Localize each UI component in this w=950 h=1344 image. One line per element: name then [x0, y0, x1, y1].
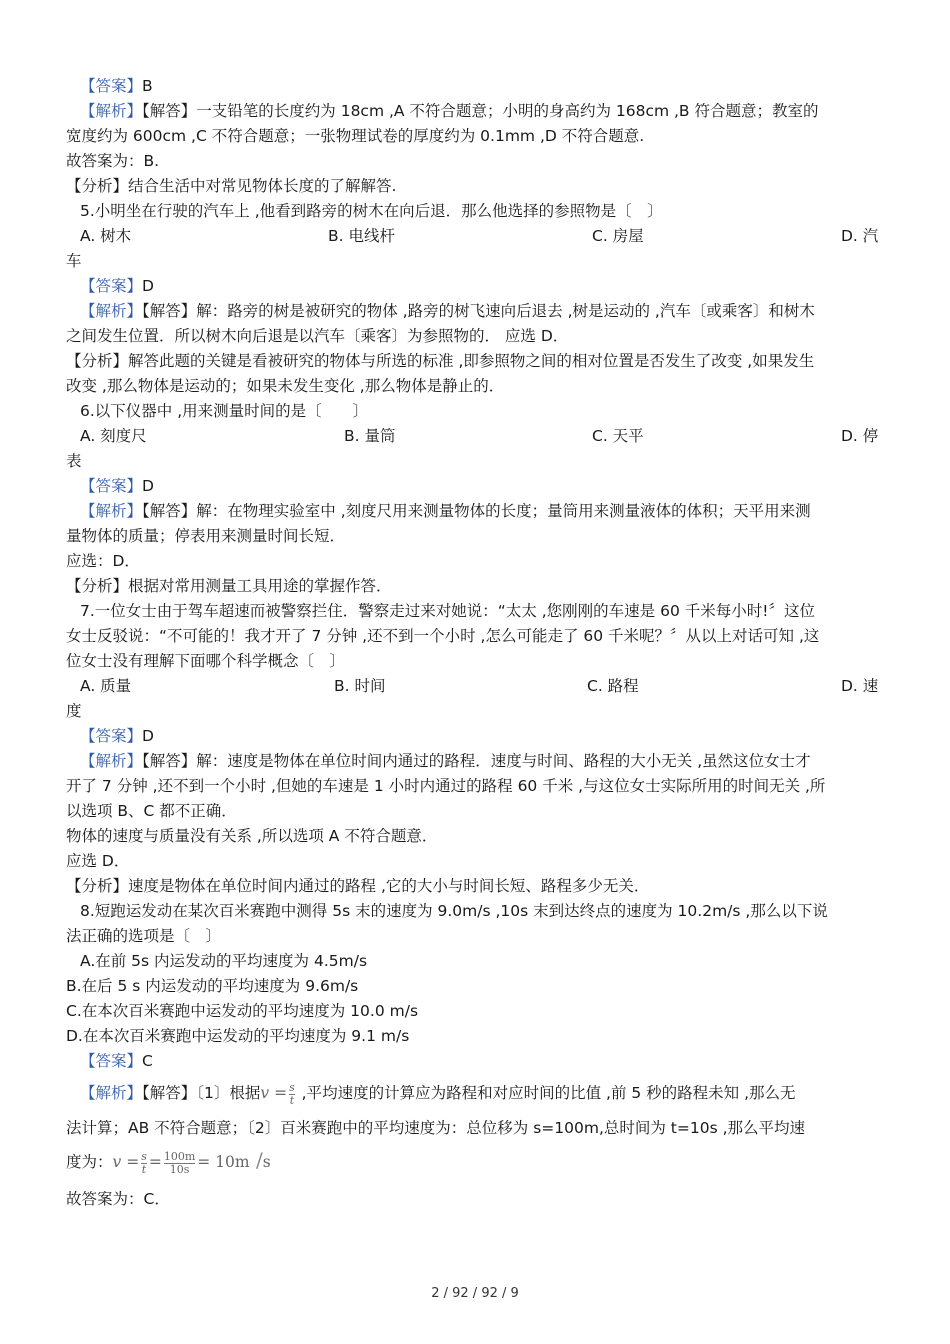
q5-option-wrap: 车 — [66, 252, 82, 270]
q6-stem: 6.以下仪器中 ,用来测量时间的是〔 〕 — [80, 402, 369, 420]
formula-denominator-value: 10s — [169, 1162, 190, 1176]
q6-conclusion: 应选：D． — [66, 552, 140, 570]
q4-conclusion: 故答案为：B. — [66, 152, 160, 170]
q7-option-c: C. 路程 — [587, 677, 639, 695]
q5-analysis-text: 解：路旁的树是被研究的物体 ,路旁的树飞速向后退去 ,树是运动的 ,汽车〔或乘客〕和树木 — [196, 302, 815, 320]
answer-tag: 【答案】 — [80, 477, 143, 495]
q6-answer — [66, 474, 882, 499]
q6-options — [66, 424, 882, 449]
q7-analysis-cont: 物体的速度与质量没有关系 ,所以选项 A 不符合题意． — [66, 827, 438, 845]
analysis-tag: 【解析】 — [80, 102, 143, 120]
q6-fenxi-text: 根据对常用测量工具用途的掌握作答． — [128, 577, 392, 595]
analysis-tag: 【解析】 — [80, 502, 143, 520]
solution-tag: 【解答】 — [142, 1084, 197, 1102]
analysis-tag: 【解析】 — [80, 1084, 143, 1102]
formula-unit: s — [262, 1153, 271, 1171]
q6-option-a: A. 刻度尺 — [80, 427, 147, 445]
q4-analysis — [66, 99, 882, 124]
fenxi-tag: 【分析】 — [66, 352, 129, 370]
q8-option-c: C.在本次百米赛跑中运发动的平均速度为 10.0 m/s — [66, 1002, 419, 1020]
q6-analysis — [66, 499, 882, 524]
fenxi-tag: 【分析】 — [66, 877, 129, 895]
velocity-formula — [260, 1080, 296, 1107]
q7-option-d: D. 速 — [841, 677, 879, 695]
q5-option-b: B. 电线杆 — [328, 227, 395, 245]
formula-numerator: s — [289, 1080, 295, 1094]
formula-numerator-value: 100m — [163, 1149, 196, 1163]
q8-option-a: A.在前 5s 内运发动的平均速度为 4.5m/s — [80, 952, 368, 970]
q4-analysis-cont: 宽度约为 600cm ,C 不符合题意；一张物理试卷的厚度约为 0.1mm ,D 不符合题意. — [66, 127, 645, 145]
q5-stem: 5.小明坐在行驶的汽车上 ,他看到路旁的树木在向后退．那么他选择的参照物是〔 〕 — [80, 202, 663, 220]
formula-fraction-s-t — [141, 1151, 147, 1176]
formula-fraction-values — [164, 1151, 195, 1176]
q7-fenxi — [66, 874, 882, 899]
q5-fenxi — [66, 349, 882, 374]
q6-option-b: B. 量筒 — [344, 427, 396, 445]
q7-analysis-text: 解：速度是物体在单位时间内通过的路程．速度与时间、路程的大小无关 ,虽然这位女士才 — [196, 752, 811, 770]
q8-stem-cont: 法正确的选项是〔 〕 — [66, 927, 222, 945]
page-footer: 2 / 92 / 92 / 9 — [431, 1286, 519, 1301]
q5-option-d: D. 汽 — [841, 227, 879, 245]
q6-option-d: D. 停 — [841, 427, 879, 445]
q5-analysis — [66, 299, 882, 324]
answer-tag: 【答案】 — [80, 77, 143, 95]
q5-fenxi-cont: 改变 ,那么物体是运动的；如果未发生变化 ,那么物体是静止的． — [66, 377, 505, 395]
q8-analysis-speed-label: 度为： — [66, 1153, 113, 1171]
average-speed-formula: v = $\frac{s}{t}$ = $\frac{100m}{10s}$ = 10m /s — [112, 1148, 271, 1176]
q7-fenxi-text: 速度是物体在单位时间内通过的路程 ,它的大小与时间长短、路程多少无关． — [128, 877, 650, 895]
q7-stem: 7.一位女士由于驾车超速而被警察拦住．警察走过来对她说：“太太 ,您刚刚的车速是 60 千米每小时!〞这位 — [80, 602, 815, 620]
q7-option-wrap: 度 — [66, 702, 82, 720]
q4-fenxi — [66, 174, 882, 199]
q7-stem-cont: 女士反驳说：“不可能的！我才开了 7 分钟 ,还不到一个小时 ,怎么可能走了 60 千米呢？〞从以上对话可知 ,这 — [66, 627, 820, 645]
document-page — [66, 74, 882, 1212]
q6-answer-value: D — [142, 477, 154, 495]
answer-tag: 【答案】 — [80, 277, 143, 295]
formula-fraction — [289, 1082, 295, 1107]
q5-options — [66, 224, 882, 249]
solution-tag: 【解答】 — [142, 502, 197, 520]
q7-analysis-cont: 开了 7 分钟 ,还不到一个小时 ,但她的车速是 1 小时内通过的路程 60 千米 ,与这位女士实际所用的时间无关 ,所 — [66, 777, 826, 795]
q8-answer — [66, 1049, 882, 1074]
q6-option-c: C. 天平 — [592, 427, 644, 445]
q8-analysis — [66, 1074, 882, 1112]
q8-answer-value: C — [142, 1052, 153, 1070]
q4-answer — [66, 74, 882, 99]
formula-numerator: s — [141, 1149, 147, 1163]
fenxi-tag: 【分析】 — [66, 177, 129, 195]
q5-option-c: C. 房屋 — [592, 227, 644, 245]
q8-option-d: D.在本次百米赛跑中运发动的平均速度为 9.1 m/s — [66, 1027, 410, 1045]
analysis-tag: 【解析】 — [80, 752, 143, 770]
q7-stem-cont: 位女士没有理解下面哪个科学概念〔 〕 — [66, 652, 346, 670]
q8-analysis-text: 〔1〕根据 — [196, 1084, 261, 1102]
q8-stem: 8.短跑运发动在某次百米赛跑中测得 5s 末的速度为 9.0m/s ,10s 末到达终点的速度为 10.2m/s ,那么以下说 — [80, 902, 828, 920]
q7-analysis-cont: 以选项 B、C 都不正确． — [66, 802, 237, 820]
solution-tag: 【解答】 — [142, 102, 197, 120]
q5-fenxi-text: 解答此题的关键是看被研究的物体与所选的标准 ,即参照物之间的相对位置是否发生了改变 ,如果发生 — [128, 352, 815, 370]
q5-option-a: A. 树木 — [80, 227, 132, 245]
solution-tag: 【解答】 — [142, 302, 197, 320]
formula-v: v = — [260, 1084, 288, 1102]
q7-option-a: A. 质量 — [80, 677, 132, 695]
formula-v: v = — [112, 1153, 140, 1171]
analysis-tag: 【解析】 — [80, 302, 143, 320]
q8-conclusion: 故答案为：C． — [66, 1190, 170, 1208]
q8-analysis-cont: 法计算；AB 不符合题意；〔2〕百米赛跑中的平均速度为：总位移为 s=100m,总时间为 t=10s ,那么平均速 — [66, 1119, 806, 1137]
formula-equals: = — [148, 1153, 162, 1171]
formula-denominator: t — [141, 1162, 147, 1176]
answer-tag: 【答案】 — [80, 1052, 143, 1070]
formula-result: = 10m — [197, 1153, 250, 1171]
solution-tag: 【解答】 — [142, 752, 197, 770]
q5-analysis-cont: 之间发生位置．所以树木向后退是以汽车〔乘客〕为参照物的． 应选 D． — [66, 327, 569, 345]
formula-denominator: t — [289, 1093, 295, 1107]
q7-answer-value: D — [142, 727, 154, 745]
q6-analysis-cont: 量物体的质量；停表用来测量时间长短． — [66, 527, 346, 545]
answer-tag: 【答案】 — [80, 727, 143, 745]
q8-analysis-text-cont: ,平均速度的计算应为路程和对应时间的比值 ,前 5 秒的路程未知 ,那么无 — [296, 1084, 796, 1102]
q6-fenxi — [66, 574, 882, 599]
q4-analysis-text: 一支铅笔的长度约为 18cm ,A 不符合题意；小明的身高约为 168cm ,B 符合题意；教室的 — [196, 102, 819, 120]
q4-answer-value: B — [142, 77, 153, 95]
fenxi-tag: 【分析】 — [66, 577, 129, 595]
q7-options — [66, 674, 882, 699]
q8-analysis-speed — [66, 1141, 882, 1179]
q7-option-b: B. 时间 — [334, 677, 386, 695]
q6-option-wrap: 表 — [66, 452, 82, 470]
q7-analysis — [66, 749, 882, 774]
q7-answer — [66, 724, 882, 749]
q5-answer — [66, 274, 882, 299]
q8-option-b: B.在后 5 s 内运发动的平均速度为 9.6m/s — [66, 977, 359, 995]
q4-fenxi-text: 结合生活中对常见物体长度的了解解答. — [128, 177, 397, 195]
q5-answer-value: D — [142, 277, 154, 295]
q6-analysis-text: 解：在物理实验室中 ,刻度尺用来测量物体的长度；量筒用来测量液体的体积；天平用来测 — [196, 502, 811, 520]
q7-conclusion: 应选 D． — [66, 852, 130, 870]
